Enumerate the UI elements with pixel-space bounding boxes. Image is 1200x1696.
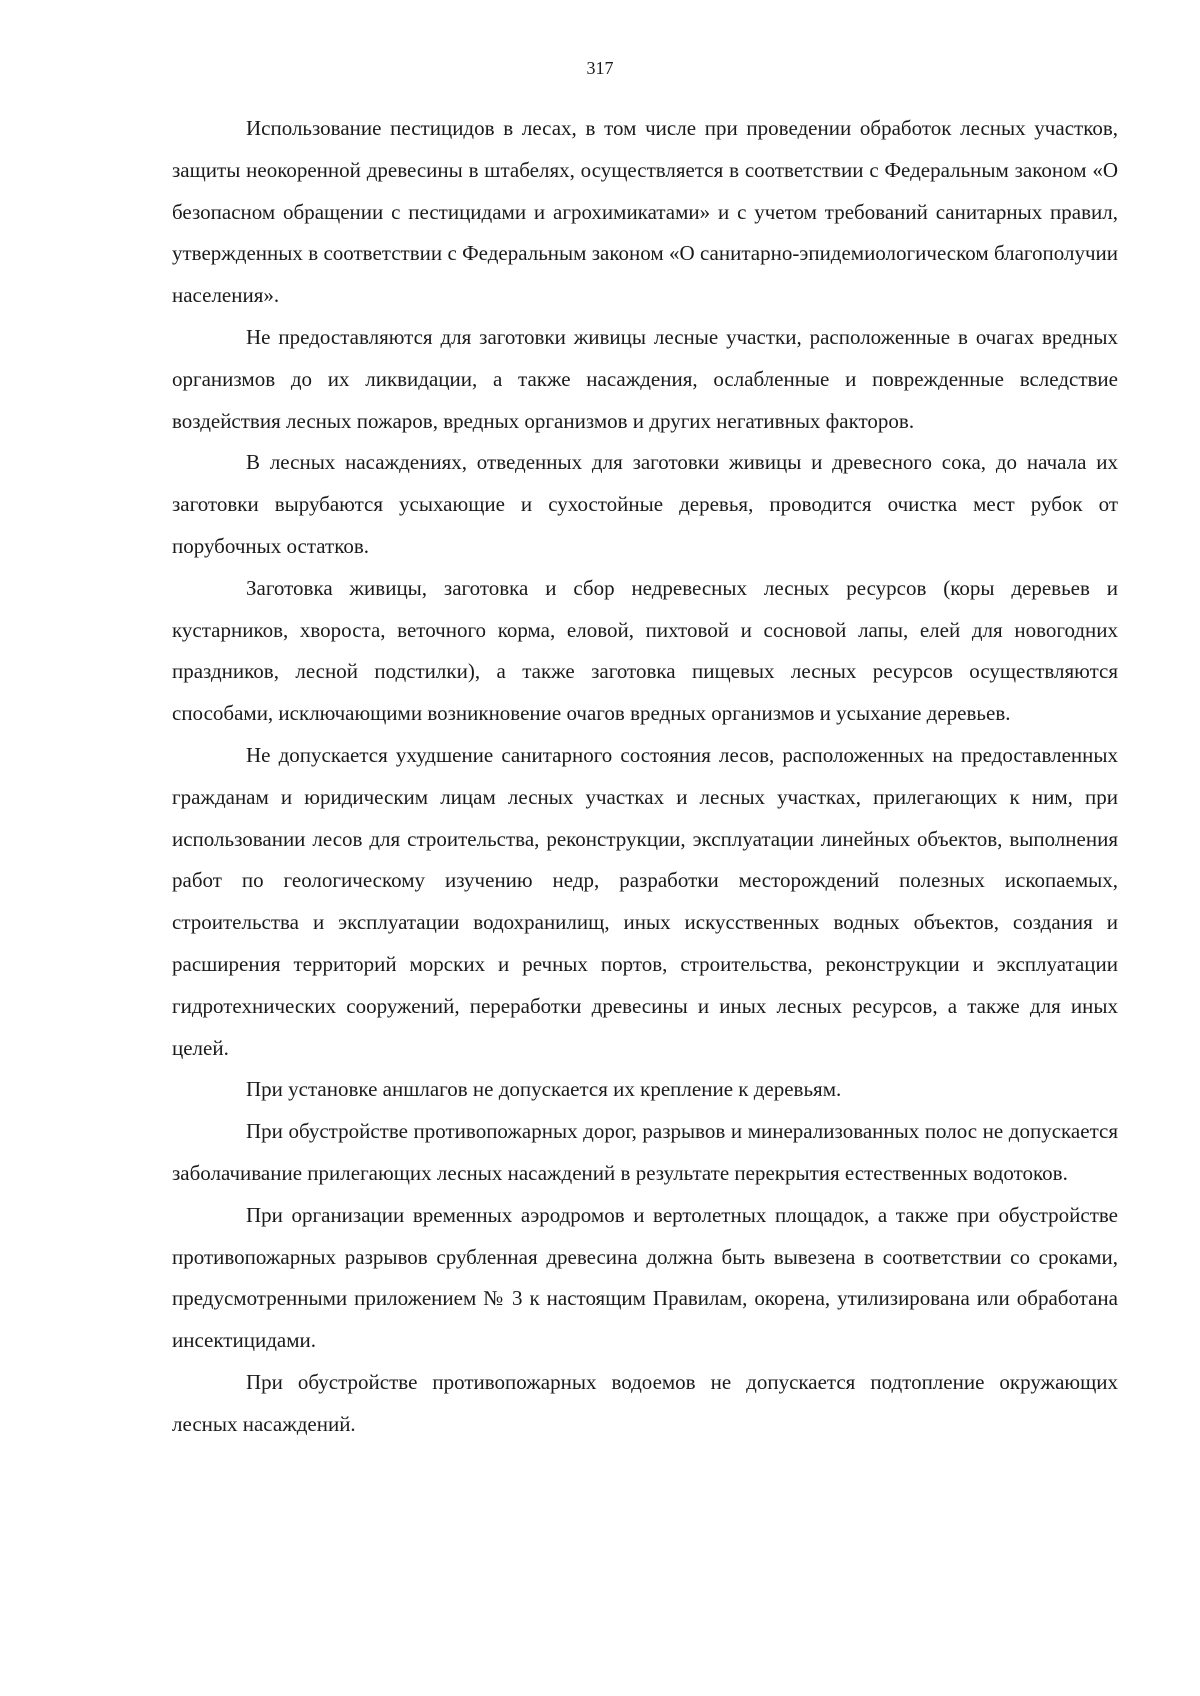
- document-body: [172, 108, 1118, 1446]
- paragraph-resin-plots: Не предоставляются для заготовки живицы лесные участки, расположенные в очагах вредных организмов до их ликвидации, а также насаждения, ослабленные и поврежденные вследствие воздействия лесных пожаров, вредных организмов и других негативных факторов.: [172, 324, 1118, 433]
- paragraph-pesticides: Использование пестицидов в лесах, в том числе при проведении обработок лесных участков, защиты неокоренной древесины в штабелях, осуществляется в соответствии с Федеральным законом «О безопасном обращении с пестицидами и агрохимикатами» и с учетом требований санитарных правил, утвержденных в соответствии с Федеральным законом «О санитарно-эпидемиологическом благополучии населения».: [172, 116, 1118, 308]
- page-number: 317: [586, 58, 614, 78]
- paragraph-non-timber-resources: Заготовка живицы, заготовка и сбор недревесных лесных ресурсов (коры деревьев и кустарников, хвороста, веточного корма, еловой, пихтовой и сосновой лапы, елей для новогодних праздников, лесной подстилки), а также заготовка пищевых лесных ресурсов осуществляются способами, исключающими возникновение очагов вредных организмов и усыхание деревьев.: [172, 575, 1118, 726]
- paragraph-fire-roads: При обустройстве противопожарных дорог, разрывов и минерализованных полос не допускается заболачивание прилегающих лесных насаждений в результате перекрытия естественных водотоков.: [172, 1119, 1118, 1185]
- paragraph-sanitary-condition: Не допускается ухудшение санитарного состояния лесов, расположенных на предоставленных гражданам и юридическим лицам лесных участках и лесных участках, прилегающих к ним, при использовании лесов для строительства, реконструкции, эксплуатации линейных объектов, выполнения работ по геологическому изучению недр, разработки месторождений полезных ископаемых, строительства и эксплуатации водохранилищ, иных искусственных водных объектов, создания и расширения территорий морских и речных портов, строительства, реконструкции и эксплуатации гидротехнических сооружений, переработки древесины и иных лесных ресурсов, а также для иных целей.: [172, 742, 1118, 1060]
- paragraph-resin-sap-stands: В лесных насаждениях, отведенных для заготовки живицы и древесного сока, до начала их заготовки вырубаются усыхающие и сухостойные деревья, проводится очистка мест рубок от порубочных остатков.: [172, 450, 1118, 558]
- paragraph-fire-ponds: При обустройстве противопожарных водоемов не допускается подтопление окружающих лесных насаждений.: [172, 1369, 1118, 1436]
- paragraph-signs: При установке аншлагов не допускается их крепление к деревьям.: [246, 1077, 842, 1102]
- paragraph-airfields: При организации временных аэродромов и вертолетных площадок, а также при обустройстве противопожарных разрывов срубленная древесина должна быть вывезена в соответствии со сроками, предусмотренными приложением № 3 к настоящим Правилам, окорена, утилизирована или обработана инсектицидами.: [172, 1202, 1118, 1353]
